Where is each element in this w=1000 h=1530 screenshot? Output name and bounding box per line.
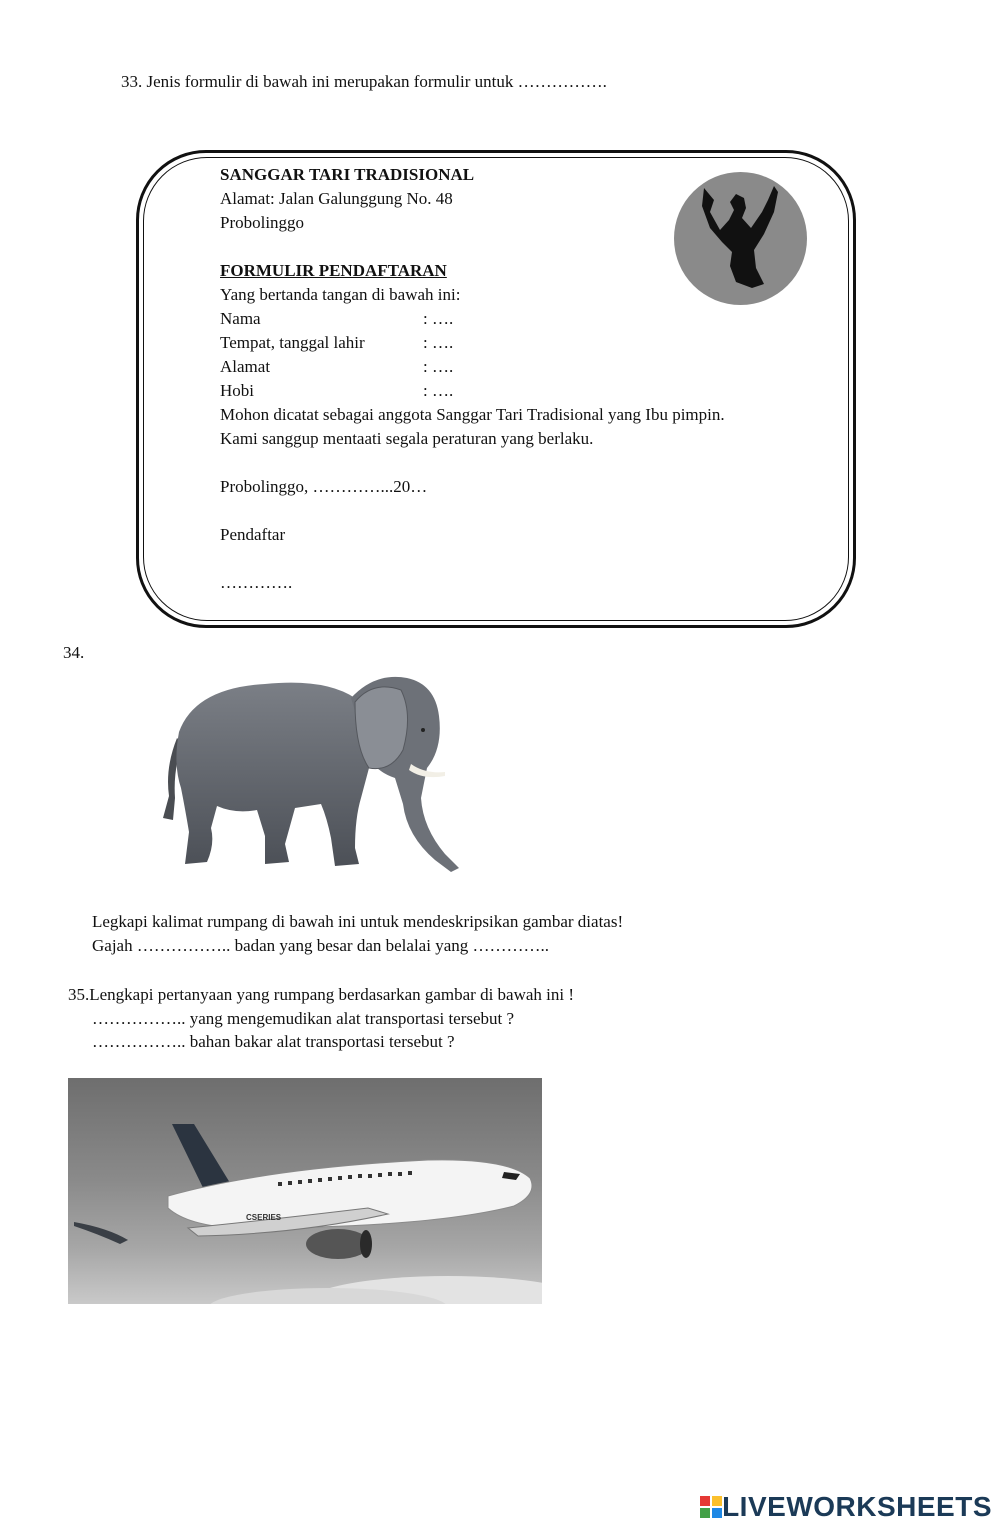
form-org-name: SANGGAR TARI TRADISIONAL [220, 165, 475, 184]
liveworksheets-watermark [700, 1492, 992, 1522]
form-statement-1: Mohon dicatat sebagai anggota Sanggar Tari Tradisional yang Ibu pimpin. [220, 405, 725, 424]
field-label: Hobi [220, 381, 254, 400]
question-35-line-2: …………….. bahan bakar alat transportasi tersebut ? [92, 1032, 455, 1051]
form-field-ttl [220, 331, 725, 355]
liveworksheets-brand-text: LIVEWORKSHEETS [722, 1491, 992, 1522]
elephant-image [155, 668, 475, 878]
airplane-image [68, 1078, 542, 1304]
question-34-sentence: Gajah …………….. badan yang besar dan belalai yang ………….. [92, 936, 549, 955]
form-signer-label: Pendaftar [220, 525, 286, 544]
form-spacer [220, 499, 725, 523]
question-34-number: 34. [63, 643, 85, 662]
form-spacer [220, 451, 725, 475]
form-intro: Yang bertanda tangan di bawah ini: [220, 285, 461, 304]
field-value: : …. [423, 309, 454, 328]
airplane-livery-text: CSERIES [246, 1213, 282, 1222]
form-statement-2: Kami sanggup mentaati segala peraturan yang berlaku. [220, 429, 594, 448]
question-33: 33. Jenis formulir di bawah ini merupakan formulir untuk ……………. [121, 72, 607, 91]
registration-form [220, 163, 725, 595]
form-field-nama [220, 307, 725, 331]
field-label: Nama [220, 309, 261, 328]
form-address-line2: Probolinggo [220, 213, 305, 232]
field-value: : …. [423, 381, 454, 400]
field-value: : …. [423, 357, 454, 376]
form-spacer [220, 547, 725, 571]
form-address-line1: Alamat: Jalan Galunggung No. 48 [220, 189, 453, 208]
field-value: : …. [423, 333, 454, 352]
field-label: Alamat [220, 357, 271, 376]
form-spacer [220, 235, 725, 259]
form-title: FORMULIR PENDAFTARAN [220, 261, 447, 280]
form-signature-blank: …………. [220, 573, 293, 592]
dancer-logo-icon [674, 172, 807, 305]
liveworksheets-logo-icon [700, 1496, 722, 1518]
question-35-line-1: …………….. yang mengemudikan alat transportasi tersebut ? [92, 1009, 515, 1028]
question-35: 35.Lengkapi pertanyaan yang rumpang berdasarkan gambar di bawah ini ! [68, 985, 575, 1004]
question-34-instruction: Legkapi kalimat rumpang di bawah ini untuk mendeskripsikan gambar diatas! [92, 912, 624, 931]
field-label: Tempat, tanggal lahir [220, 333, 365, 352]
form-field-hobi [220, 379, 725, 403]
form-place-date: Probolinggo, …………...20… [220, 477, 428, 496]
form-field-alamat [220, 355, 725, 379]
